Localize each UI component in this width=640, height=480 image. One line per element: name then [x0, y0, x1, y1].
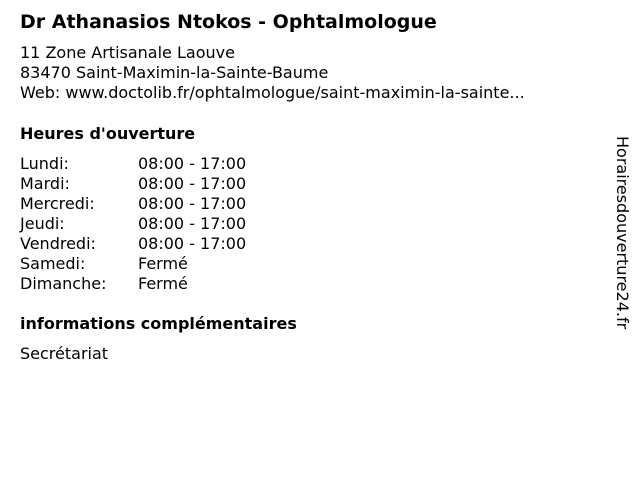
additional-info-heading: informations complémentaires	[20, 314, 297, 333]
hours-row-tuesday	[20, 174, 320, 194]
website-link[interactable]: Web: www.doctolib.fr/ophtalmologue/saint-maximin-la-sainte...	[20, 83, 525, 102]
page-title: Dr Athanasios Ntokos - Ophtalmologue	[20, 11, 437, 33]
hours-value: 08:00 - 17:00	[138, 174, 247, 193]
hours-value: 08:00 - 17:00	[138, 214, 247, 233]
hours-row-thursday	[20, 214, 320, 234]
day-label: Vendredi:	[20, 234, 96, 253]
opening-hours-table	[20, 154, 320, 294]
address-block	[20, 43, 525, 103]
hours-value: 08:00 - 17:00	[138, 234, 247, 253]
day-label: Lundi:	[20, 154, 69, 173]
hours-row-friday	[20, 234, 320, 254]
hours-value: 08:00 - 17:00	[138, 194, 247, 213]
address-city: 83470 Saint-Maximin-la-Sainte-Baume	[20, 63, 329, 82]
additional-info-text: Secrétariat	[20, 344, 109, 363]
hours-value: Fermé	[138, 274, 188, 293]
address-street: 11 Zone Artisanale Laouve	[20, 43, 235, 62]
hours-row-saturday	[20, 254, 320, 274]
day-label: Dimanche:	[20, 274, 107, 293]
hours-row-wednesday	[20, 194, 320, 214]
day-label: Jeudi:	[20, 214, 65, 233]
hours-value: 08:00 - 17:00	[138, 154, 247, 173]
hours-row-sunday	[20, 274, 320, 294]
opening-hours-heading: Heures d'ouverture	[20, 124, 196, 143]
day-label: Mardi:	[20, 174, 70, 193]
site-watermark: Horairesdouverture24.fr	[613, 136, 632, 330]
day-label: Samedi:	[20, 254, 86, 273]
day-label: Mercredi:	[20, 194, 95, 213]
hours-row-monday	[20, 154, 320, 174]
hours-value: Fermé	[138, 254, 188, 273]
